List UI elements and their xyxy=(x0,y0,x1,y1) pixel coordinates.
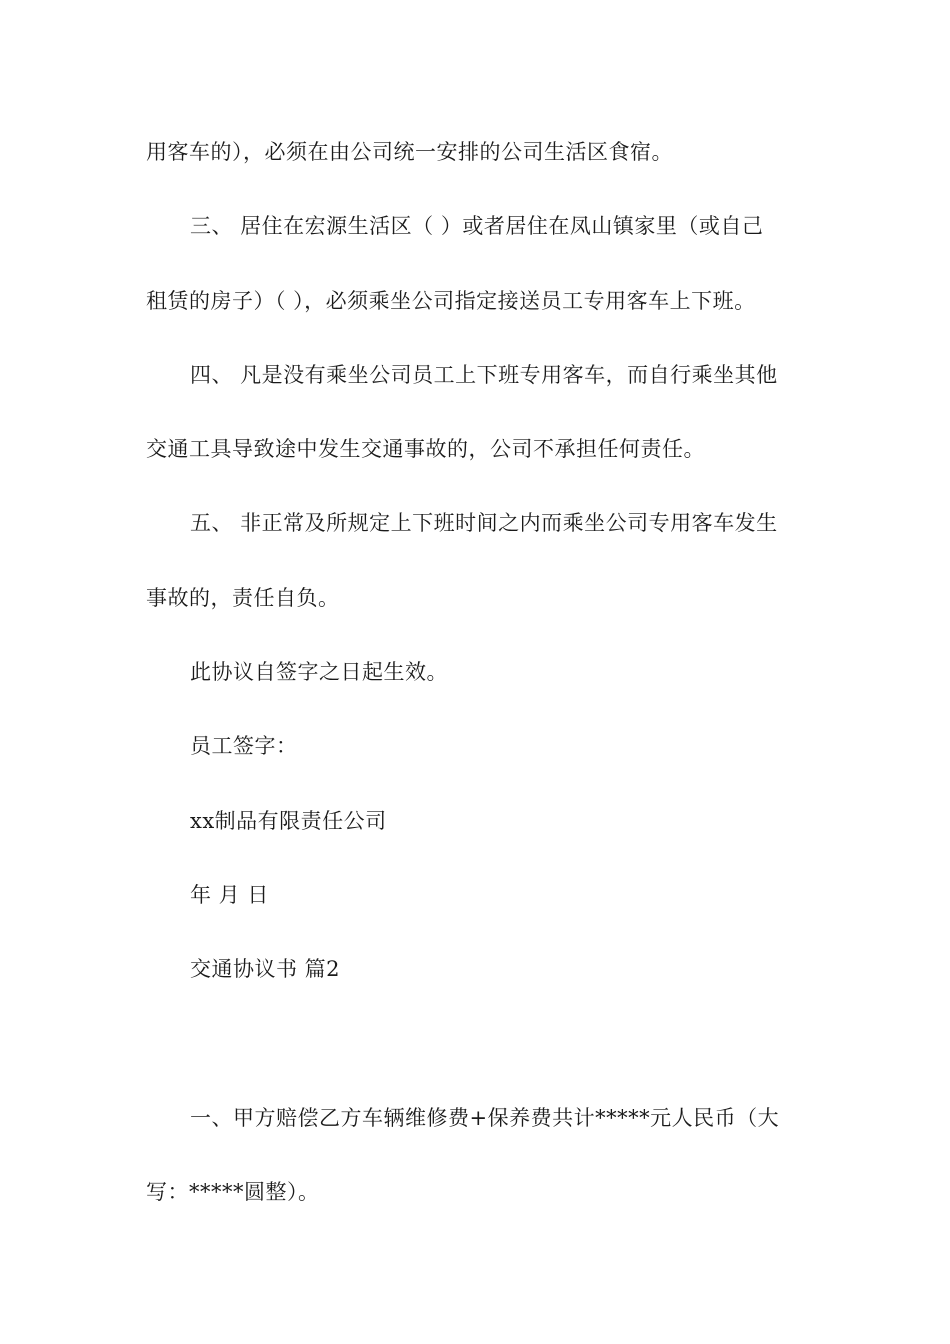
employee-signature-label: 员工签字： xyxy=(190,734,298,758)
effective-statement: 此协议自签字之日起生效。 xyxy=(190,660,448,684)
clause-one-line-2: 写：*****圆整）。 xyxy=(146,1180,320,1204)
clause-three-line-2: 租赁的房子）（ ），必须乘坐公司指定接送员工专用客车上下班。 xyxy=(146,289,756,313)
date-line: 年 月 日 xyxy=(190,883,269,907)
clause-three-line-1: 三、 居住在宏源生活区（ ）或者居住在凤山镇家里（或自己 xyxy=(190,214,764,238)
paragraph-line: 用客车的），必须在由公司统一安排的公司生活区食宿。 xyxy=(146,140,673,164)
clause-one-line-1: 一、甲方赔偿乙方车辆维修费+保养费共计*****元人民币（大 xyxy=(190,1106,780,1130)
section-heading: 交通协议书 篇2 xyxy=(190,957,341,981)
clause-four-line-2: 交通工具导致途中发生交通事故的，公司不承担任何责任。 xyxy=(146,437,705,461)
clause-five-line-1: 五、 非正常及所规定上下班时间之内而乘坐公司专用客车发生 xyxy=(190,511,778,535)
company-name: xx制品有限责任公司 xyxy=(190,809,387,833)
clause-five-line-2: 事故的，责任自负。 xyxy=(146,586,340,610)
clause-four-line-1: 四、 凡是没有乘坐公司员工上下班专用客车，而自行乘坐其他 xyxy=(190,363,778,387)
